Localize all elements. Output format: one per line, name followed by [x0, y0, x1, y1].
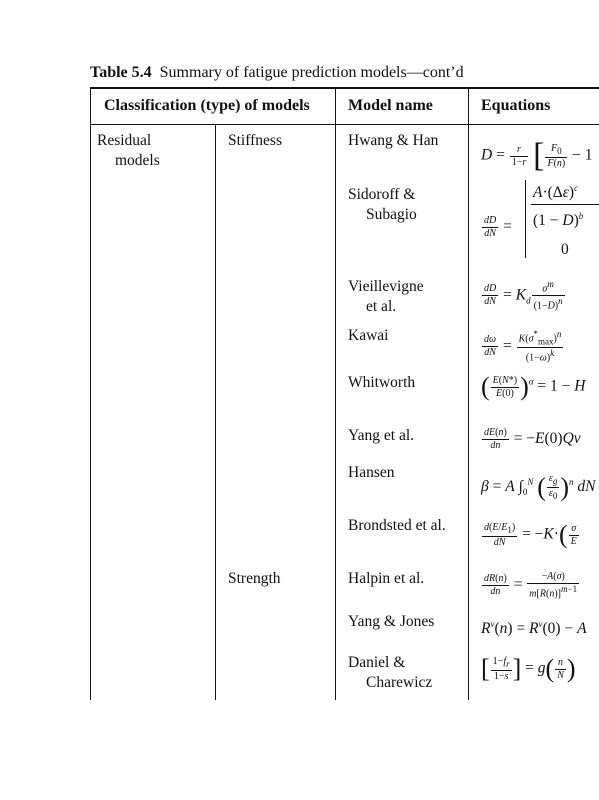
equation-halpin: $\frac{dR(n)}{dn}$ = $\frac{-A(\sigma)}{m[R(n)]^{m-1}}$ — [484, 571, 578, 600]
equation-whitworth: ( $\frac{E(N*)}{E(0)}$ )$^\alpha$ = 1 − H — [481, 372, 586, 401]
table-top-rule — [90, 87, 599, 89]
model-name-line2: Subagio — [366, 206, 417, 223]
model-name-line1: Whitworth — [348, 374, 416, 391]
equation-yang-jones: $R^v(n) = R^v(0) - A$ — [481, 619, 587, 638]
model-name-cell — [348, 426, 414, 446]
model-name-line1: Sidoroff & — [348, 186, 416, 203]
model-name-cell — [348, 516, 446, 536]
model-name-cell — [348, 653, 432, 693]
classification-type-line1: Residual — [97, 132, 152, 149]
table-left-rule — [90, 88, 91, 700]
model-name-cell — [348, 131, 438, 151]
model-name-line1: Brondsted et al. — [348, 517, 446, 534]
classification-strength: Strength — [228, 570, 281, 587]
classification-type-line2: models — [115, 152, 160, 169]
model-name-line1: Vieillevigne — [348, 278, 424, 295]
column-divider-1 — [215, 125, 216, 700]
table-caption-text: Summary of fatigue prediction models—cont’d — [159, 64, 464, 81]
model-name-cell — [348, 373, 415, 393]
model-name-cell — [348, 463, 395, 483]
model-name-line2: et al. — [366, 298, 397, 315]
header-model-name: Model name — [348, 97, 433, 114]
model-name-cell — [348, 612, 434, 632]
table-label: Table 5.4 — [90, 64, 152, 81]
equation-brondsted: $\frac{d(E/E_1)}{dN}$ = −K·( $\frac{\sigma}{E}$ — [484, 520, 577, 549]
equation-kawai: $\frac{d\omega}{dN}$ = $\frac{K(\sigma^*_{max})^n}{(1-\omega)^k}$ — [484, 329, 562, 364]
model-name-line1: Yang et al. — [348, 427, 415, 444]
equation-yang: $\frac{dE(n)}{dn}$ = −E(0)Qv — [484, 427, 581, 451]
model-name-line1: Hwang & Han — [348, 132, 439, 149]
header-equations: Equations — [481, 97, 551, 114]
model-name-line1: Halpin et al. — [348, 570, 425, 587]
classification-type — [97, 131, 160, 171]
model-name-line1: Daniel & — [348, 654, 406, 671]
equation-hansen: β = A $\int_0^N$ ( $\frac{\varepsilon_g}{\varepsilon_0}$ )$^n$ dN — [481, 472, 596, 502]
model-name-cell — [348, 569, 424, 589]
model-name-cell — [348, 326, 388, 346]
model-name-line2: Charewicz — [366, 674, 433, 691]
header-classification: Classification (type) of models — [104, 97, 310, 114]
model-name-line1: Yang & Jones — [348, 613, 435, 630]
equations-clip: D = $\frac{r}{1-r}$ [ $\frac{F_0}{F(n)}$ − 1 $\frac{dD}{dN}$ = $A\cdot(\Delta\varepsilon)^c$ $(1 - D)^b$ 0 $\frac{dD}{dN}$ = $K_d$ $\frac{\sigma^m}{(1-D)^n}$ $\frac{d\omega}{dN}$ = $\frac{K(\sigma^*_{max})^n}{(1-\omega)^k}$ ( $\frac{E(N*)}{E(0)}$ )$^\alpha$ = 1 − H $\frac{dE(n)}{dn}$ = −E(0)Qv β = A $\int_0^N$ ( $\frac{\varepsilon_g}{\varepsilon_0}$ )$^n$ dN $\frac{d(E/E_1)}{dN}$ = −K·( $\frac{\sigma}{E}$ $\frac{dR(n)}{dn}$ = $\frac{-A(\sigma)}{m[R(n)]^{m-1}}$ $R^v(n) = R^v(0) - A$ [ $\frac{1-f_r}{1-s}$ ] = g( $\frac{n}{N}$ ) — [469, 125, 599, 700]
model-name-cell — [348, 277, 424, 317]
column-divider-2 — [335, 88, 336, 700]
model-name-cell — [348, 185, 417, 225]
classification-stiffness: Stiffness — [228, 132, 282, 149]
model-name-line1: Kawai — [348, 327, 389, 344]
model-name-line1: Hansen — [348, 464, 395, 481]
equation-daniel-charewicz: [ $\frac{1-f_r}{1-s}$ ] = g( $\frac{n}{N}$ ) — [481, 654, 576, 683]
equation-hwang-han: D = $\frac{r}{1-r}$ [ $\frac{F_0}{F(n)}$ − 1 — [481, 137, 593, 174]
equation-vieillevigne: $\frac{dD}{dN}$ = $K_d$ $\frac{\sigma^m}{(1-D)^n}$ — [484, 279, 563, 312]
table-caption — [90, 64, 464, 82]
